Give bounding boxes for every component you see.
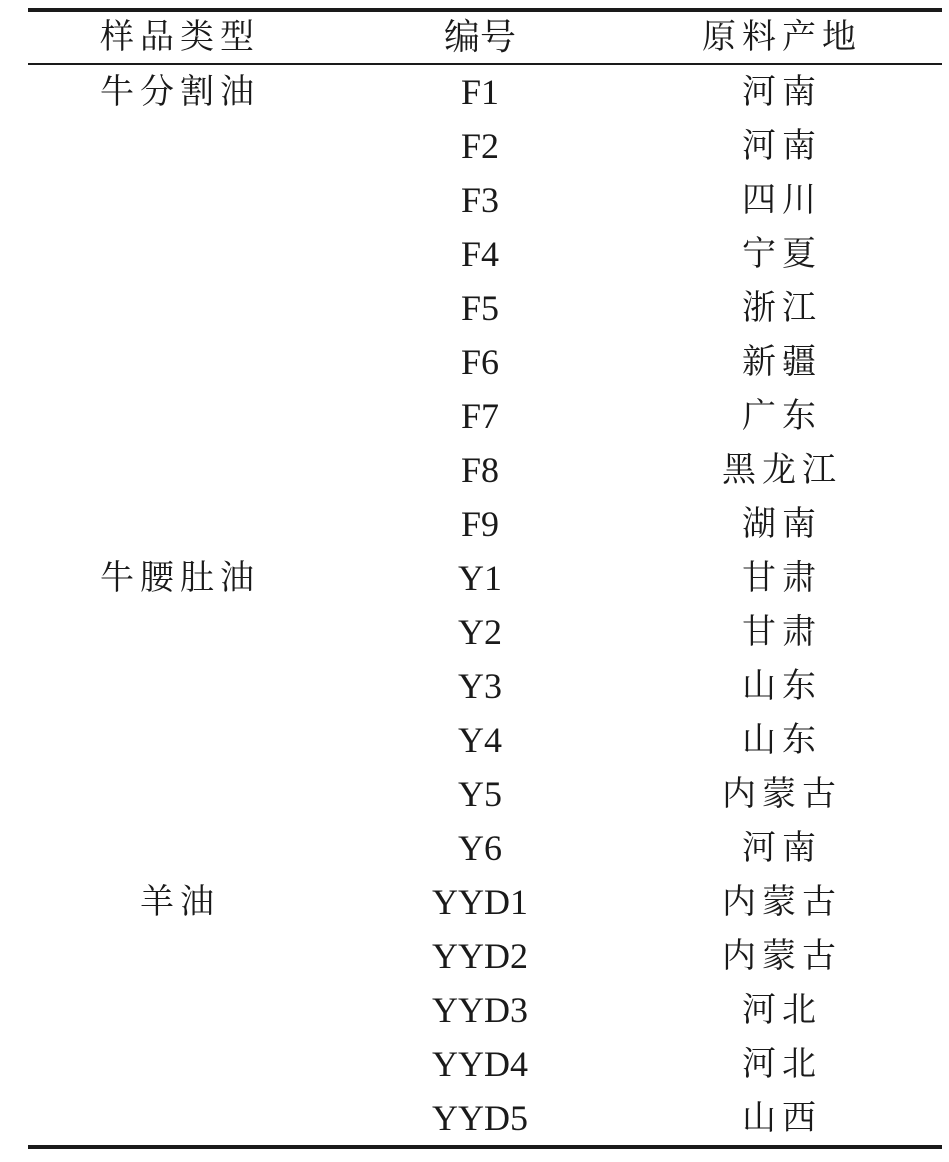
sample-type-cell xyxy=(80,227,280,281)
code-cell: F4 xyxy=(460,234,500,274)
sample-type-cell xyxy=(80,1037,280,1091)
origin-cell: 新疆 xyxy=(742,342,822,382)
origin-cell: 河北 xyxy=(742,990,822,1030)
sample-type-cell xyxy=(80,767,280,821)
sample-type-cell xyxy=(80,119,280,173)
origin-cell: 宁夏 xyxy=(742,234,822,274)
code-cell: Y6 xyxy=(458,828,502,868)
code-cell: Y2 xyxy=(458,612,502,652)
code-cell: Y3 xyxy=(458,666,502,706)
origin-cell: 河北 xyxy=(742,1044,822,1084)
code-cell: Y4 xyxy=(458,720,502,760)
header-code: 编号 xyxy=(443,17,516,57)
code-cell: F3 xyxy=(460,180,500,220)
sample-type-cell xyxy=(80,173,280,227)
code-cell: Y1 xyxy=(458,558,502,598)
origin-cell: 广东 xyxy=(742,396,822,436)
code-cell: Y5 xyxy=(458,774,502,814)
origin-cell: 山西 xyxy=(742,1098,822,1138)
code-cell: YYD5 xyxy=(432,1098,528,1138)
code-cell: F2 xyxy=(460,126,500,166)
sample-type-cell xyxy=(80,281,280,335)
origin-cell: 内蒙古 xyxy=(722,936,842,976)
sample-type-cell xyxy=(80,929,280,983)
origin-cell: 甘肃 xyxy=(742,558,822,598)
sample-type-cell xyxy=(80,1091,280,1145)
code-cell: F5 xyxy=(460,288,500,328)
origin-cell: 浙江 xyxy=(742,288,822,328)
origin-cell: 山东 xyxy=(742,666,822,706)
code-cell: YYD1 xyxy=(432,882,528,922)
sample-type-cell xyxy=(80,497,280,551)
sample-type-cell: 牛腰肚油 xyxy=(100,558,260,598)
sample-type-cell xyxy=(80,659,280,713)
header-sample-type: 样品类型 xyxy=(100,17,260,57)
origin-cell: 湖南 xyxy=(742,504,822,544)
code-cell: YYD4 xyxy=(432,1044,528,1084)
code-cell: YYD2 xyxy=(432,936,528,976)
sample-type-cell xyxy=(80,443,280,497)
sample-type-cell: 羊油 xyxy=(140,882,220,922)
origin-cell: 山东 xyxy=(742,720,822,760)
sample-type-cell: 牛分割油 xyxy=(100,72,260,112)
sample-type-cell xyxy=(80,821,280,875)
origin-cell: 四川 xyxy=(742,180,822,220)
origin-cell: 河南 xyxy=(742,72,822,112)
sample-type-cell xyxy=(80,605,280,659)
origin-cell: 内蒙古 xyxy=(722,882,842,922)
code-cell: F8 xyxy=(460,450,500,490)
header-origin: 原料产地 xyxy=(702,17,862,57)
origin-cell: 河南 xyxy=(742,126,822,166)
sample-type-cell xyxy=(80,389,280,443)
origin-cell: 黑龙江 xyxy=(722,450,842,490)
origin-cell: 河南 xyxy=(742,828,822,868)
code-cell: F7 xyxy=(460,396,500,436)
code-cell: YYD3 xyxy=(432,990,528,1030)
code-cell: F9 xyxy=(460,504,500,544)
sample-type-cell xyxy=(80,713,280,767)
origin-cell: 甘肃 xyxy=(742,612,822,652)
code-cell: F6 xyxy=(460,342,500,382)
sample-type-cell xyxy=(80,335,280,389)
bottom-rule xyxy=(28,1145,942,1149)
origin-cell: 内蒙古 xyxy=(722,774,842,814)
sample-type-cell xyxy=(80,983,280,1037)
code-cell: F1 xyxy=(460,72,500,112)
